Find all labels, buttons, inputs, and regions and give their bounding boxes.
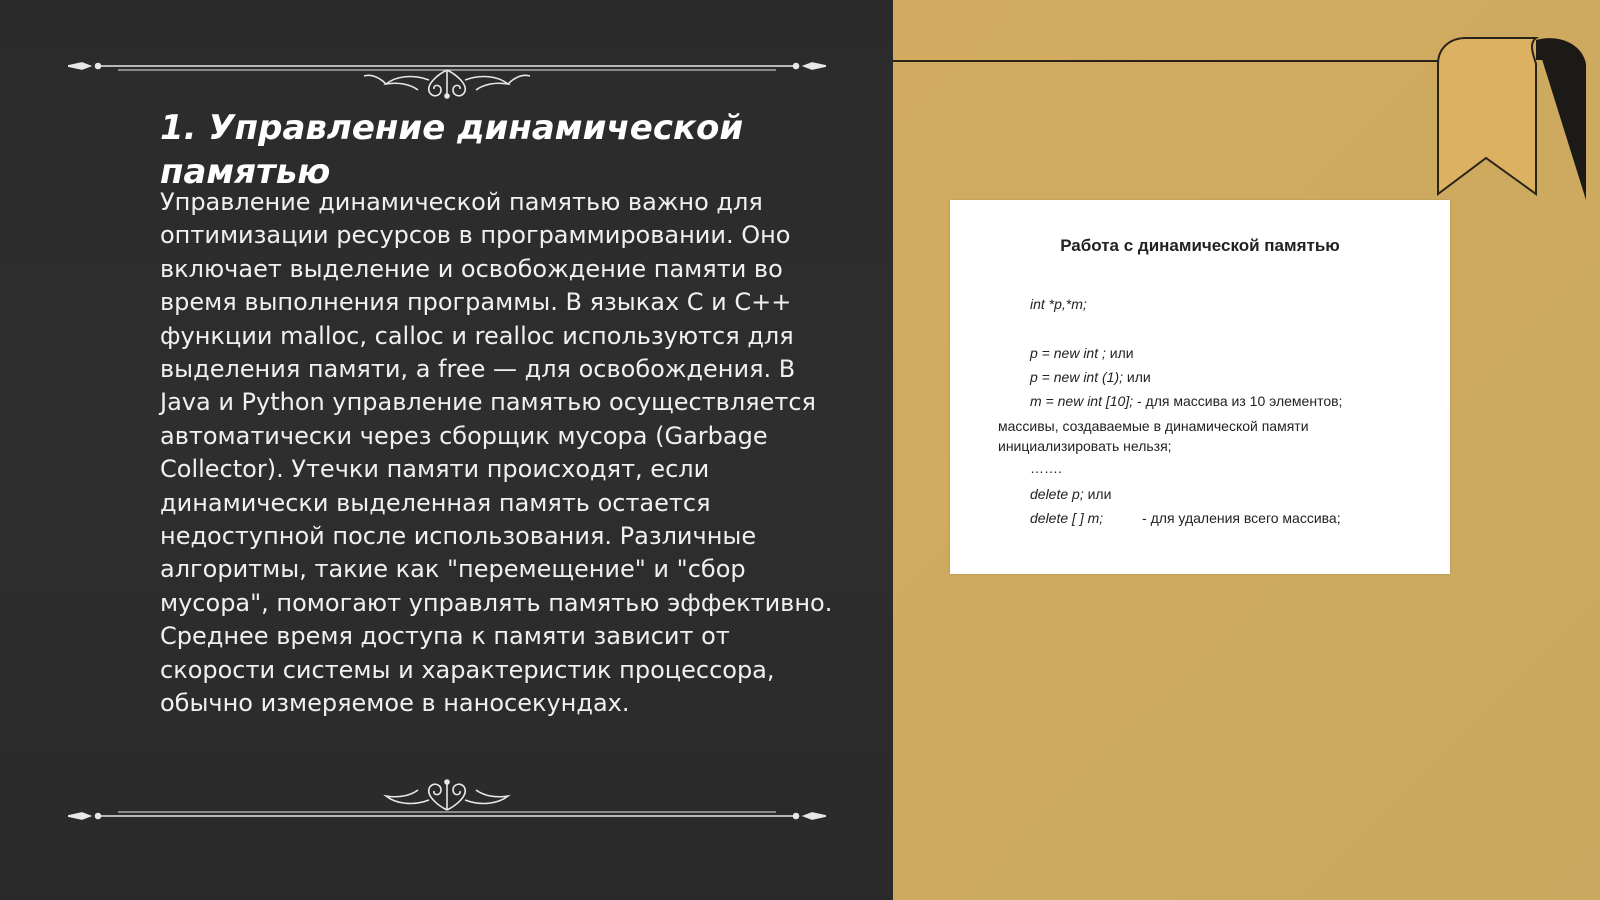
- code-line: delete p; или: [1030, 486, 1112, 502]
- ornament-divider-icon: [68, 50, 826, 100]
- top-rule-line: [893, 60, 1441, 62]
- code-line: int *p,*m;: [1030, 296, 1087, 312]
- code-line: p = new int ; или: [1030, 345, 1134, 361]
- code-line: p = new int (1); или: [1030, 369, 1151, 385]
- slide-title: 1. Управление динамической памятью: [160, 108, 744, 192]
- code-line: …….: [1030, 460, 1062, 476]
- bookmark-ribbon-icon: [1436, 34, 1586, 200]
- ornament-divider-icon: [68, 776, 826, 826]
- code-line: инициализировать нельзя;: [998, 438, 1172, 454]
- code-line: delete [ ] m; - для удаления всего массива;: [1030, 510, 1341, 526]
- code-example-image: [950, 200, 1450, 574]
- code-line: массивы, создаваемые в динамической памяти: [998, 418, 1309, 434]
- code-line: m = new int [10]; - для массива из 10 элементов;: [1030, 393, 1343, 409]
- slide-body-text: Управление динамической памятью важно для оптимизации ресурсов в программировании. Оно включает выделение и освобождение памяти во время выполнения программы. В языках C и C++ функции malloc, calloc и realloc используются для выделения памяти, а free — для освобождения. В Java и Python управление памятью осуществляется автоматически через сборщик мусора (Garbage Collector). Утечки памяти происходят, если динамически выделенная память остается недоступной после использования. Различные алгоритмы, такие как "перемещение" и "сбор мусора", помогают управлять памятью эффективно. Среднее время доступа к памяти зависит от скорости системы и характеристик процессора, обычно измеряемое в наносекундах.: [160, 188, 833, 718]
- image-card-title: Работа с динамической памятью: [1060, 236, 1340, 255]
